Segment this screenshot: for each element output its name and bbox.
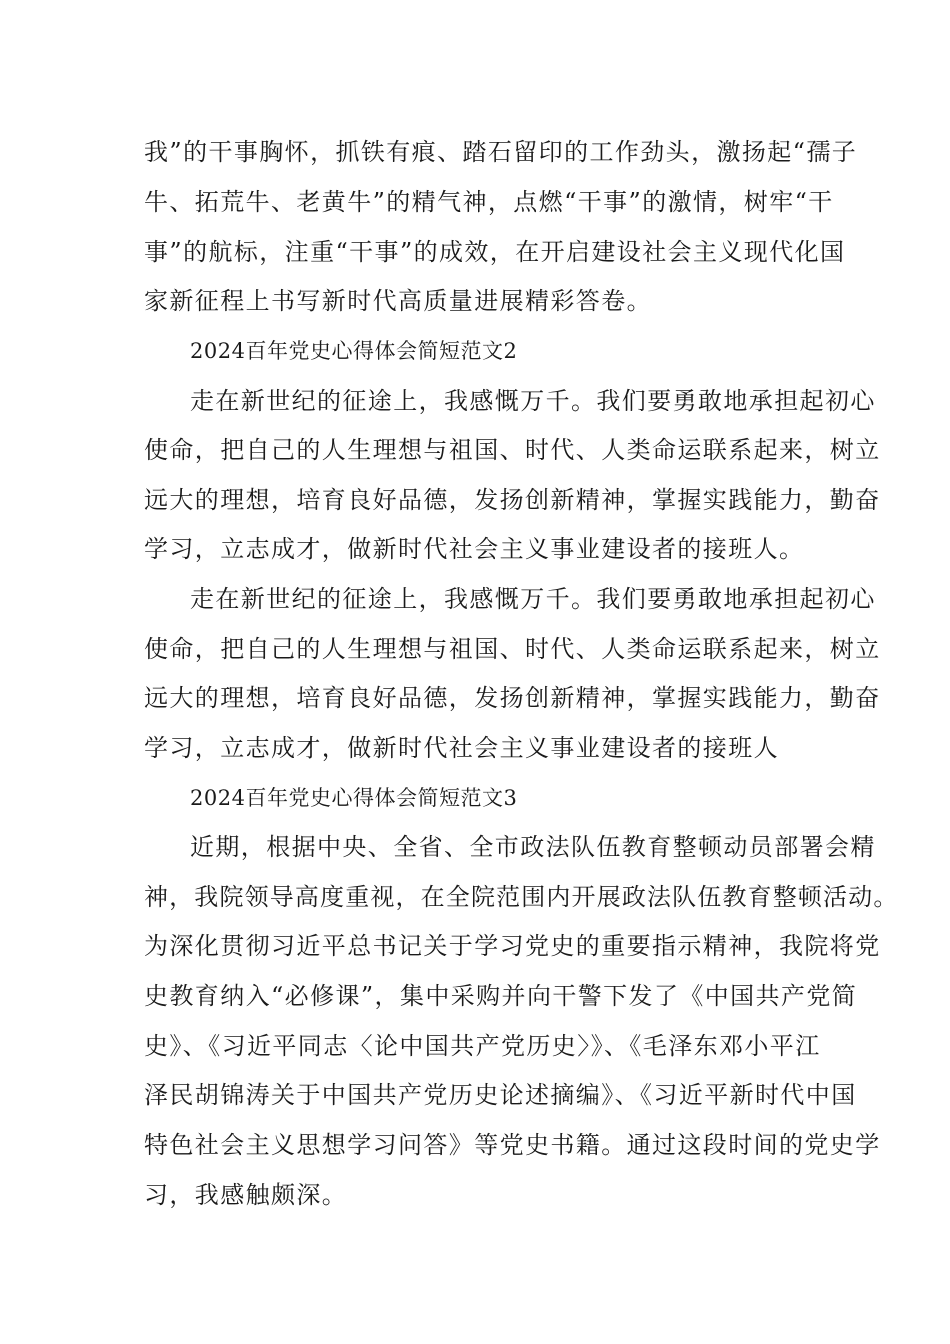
paragraph-line: 家新征程上书写新时代高质量进展精彩答卷。 <box>144 287 652 315</box>
paragraph-line: 学习，立志成才，做新时代社会主义事业建设者的接班人。 <box>144 535 805 563</box>
paragraph-line: 史》、《习近平同志〈论中国共产党历史〉》、《毛泽东邓小平江 <box>144 1032 821 1060</box>
paragraph-line: 神，我院领导高度重视，在全院范围内开展政法队伍教育整顿活动。 <box>144 883 899 911</box>
paragraph-line: 泽民胡锦涛关于中国共产党历史论述摘编》、《习近平新时代中国 <box>144 1081 857 1109</box>
paragraph-line: 使命，把自己的人生理想与祖国、时代、人类命运联系起来，树立 <box>144 436 881 464</box>
paragraph-line: 近期，根据中央、全省、全市政法队伍教育整顿动员部署会精 <box>190 833 876 861</box>
paragraph-line: 远大的理想，培育良好品德，发扬创新精神，掌握实践能力，勤奋 <box>144 486 881 514</box>
paragraph-line: 远大的理想，培育良好品德，发扬创新精神，掌握实践能力，勤奋 <box>144 684 881 712</box>
paragraph-line: 史教育纳入“必修课”，集中采购并向干警下发了《中国共产党简 <box>144 982 858 1010</box>
section-heading: 2024百年党史心得体会简短范文3 <box>190 786 518 810</box>
section-heading: 2024百年党史心得体会简短范文2 <box>190 339 518 363</box>
paragraph-line: 走在新世纪的征途上，我感慨万千。我们要勇敢地承担起初心 <box>190 585 876 613</box>
paragraph-line: 我”的干事胸怀，抓铁有痕、踏石留印的工作劲头，激扬起“孺子 <box>144 138 858 166</box>
paragraph-line: 习，我感触颇深。 <box>144 1181 348 1209</box>
paragraph-line: 学习，立志成才，做新时代社会主义事业建设者的接班人 <box>144 734 779 762</box>
paragraph-line: 使命，把自己的人生理想与祖国、时代、人类命运联系起来，树立 <box>144 635 881 663</box>
paragraph-line: 为深化贯彻习近平总书记关于学习党史的重要指示精神，我院将党 <box>144 932 881 960</box>
paragraph-line: 走在新世纪的征途上，我感慨万千。我们要勇敢地承担起初心 <box>190 387 876 415</box>
paragraph-line: 事”的航标，注重“干事”的成效，在开启建设社会主义现代化国 <box>144 238 846 266</box>
paragraph-line: 特色社会主义思想学习问答》等党史书籍。通过这段时间的党史学 <box>144 1131 881 1159</box>
paragraph-line: 牛、拓荒牛、老黄牛”的精气神，点燃“干事”的激情，树牢“干 <box>144 188 834 216</box>
